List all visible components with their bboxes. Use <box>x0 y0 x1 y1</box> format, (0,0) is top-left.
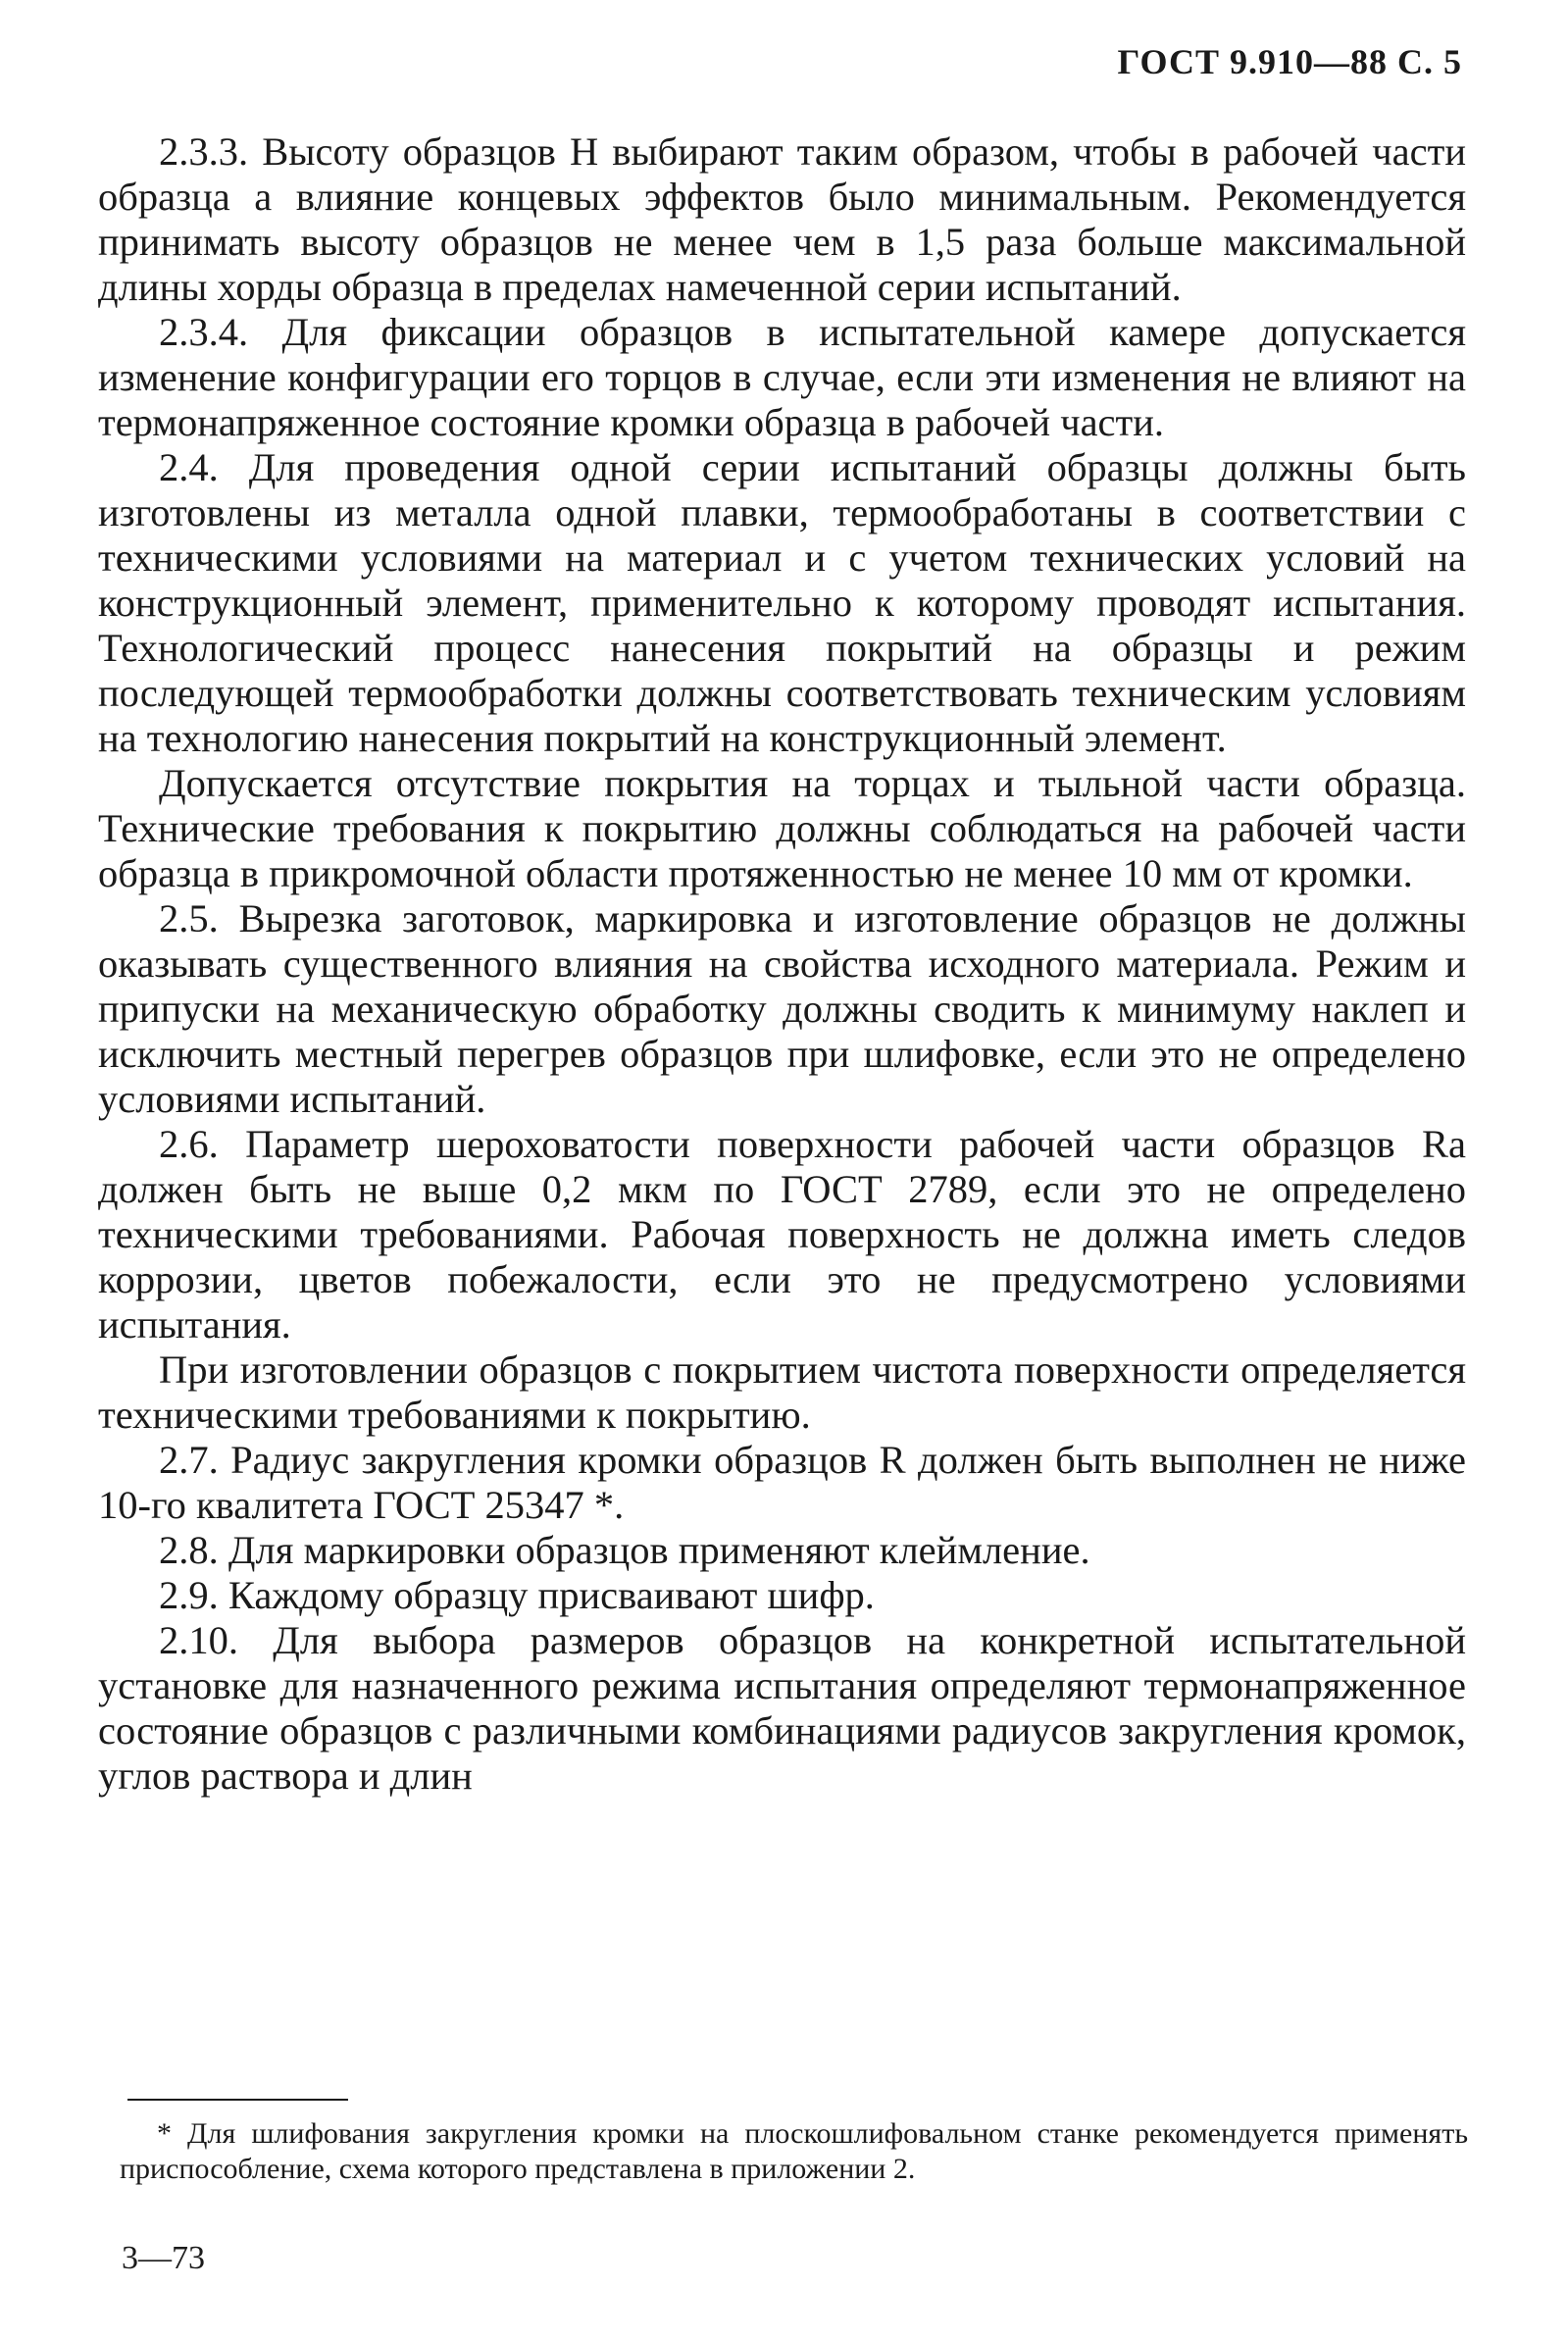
footnote-text: * Для шлифования закругления кромки на плоскошлифовальном станке рекомендуется применять приспособление, схема которого представлена в приложении 2. <box>120 2117 1468 2185</box>
paragraph-2-6: 2.6. Параметр шероховатости поверхности рабочей части образцов Ra должен быть не выше 0,2 мкм по ГОСТ 2789, если это не определено техническими требованиями. Рабочая поверхность не должна иметь следов коррозии, цветов побежалости, если это не предусмотрено условиями испытания. <box>98 1122 1466 1346</box>
running-header: ГОСТ 9.910—88 С. 5 <box>1117 42 1462 81</box>
paragraph-2-3-4: 2.3.4. Для фиксации образцов в испытательной камере допускается изменение конфигурации его торцов в случае, если эти изменения не влияют на термонапряженное состояние кромки образца в рабочей части. <box>98 310 1466 444</box>
paragraph-2-3-3: 2.3.3. Высоту образцов H выбирают таким образом, чтобы в рабочей части образца a влияние концевых эффектов было минимальным. Рекомендуется принимать высоту образцов не менее чем в 1,5 раза больше максимальной длины хорды образца в пределах намеченной серии испытаний. <box>98 129 1466 309</box>
paragraph-2-9: 2.9. Каждому образцу присваивают шифр. <box>159 1573 875 1617</box>
page-code: 3—73 <box>122 2240 205 2276</box>
paragraph-2-10: 2.10. Для выбора размеров образцов на конкретной испытательной установке для назначенного режима испытания определяют термонапряженное состояние образцов с различными комбинациями радиусов закругления кромок, углов раствора и длин <box>98 1618 1466 1798</box>
paragraph-2-8: 2.8. Для маркировки образцов применяют клеймление. <box>159 1528 1090 1572</box>
footnote-divider <box>127 2099 348 2101</box>
paragraph-2-6-coating: При изготовлении образцов с покрытием чистота поверхности определяется техническими требованиями к покрытию. <box>98 1347 1466 1437</box>
footnote <box>120 2116 1468 2187</box>
paragraph-2-4-coating: Допускается отсутствие покрытия на торцах и тыльной части образца. Технические требования к покрытию должны соблюдаться на рабочей части образца в прикромочной области протяженностью не менее 10 мм от кромки. <box>98 761 1466 895</box>
document-body <box>98 129 1466 1799</box>
paragraph-2-4: 2.4. Для проведения одной серии испытаний образцы должны быть изготовлены из металла одной плавки, термообработаны в соответствии с техническими условиями на материал и с учетом технических условий на конструкционный элемент, применительно к которому проводят испытания. Технологический процесс нанесения покрытий на образцы и режим последующей термообработки должны соответствовать техническим условиям на технологию нанесения покрытий на конструкционный элемент. <box>98 445 1466 760</box>
paragraph-2-7: 2.7. Радиус закругления кромки образцов R должен быть выполнен не ниже 10-го квалитета ГОСТ 25347 *. <box>98 1438 1466 1527</box>
paragraph-2-5: 2.5. Вырезка заготовок, маркировка и изготовление образцов не должны оказывать существенного влияния на свойства исходного материала. Режим и припуски на механическую обработку должны сводить к минимуму наклеп и исключить местный перегрев образцов при шлифовке, если это не определено условиями испытаний. <box>98 896 1466 1121</box>
